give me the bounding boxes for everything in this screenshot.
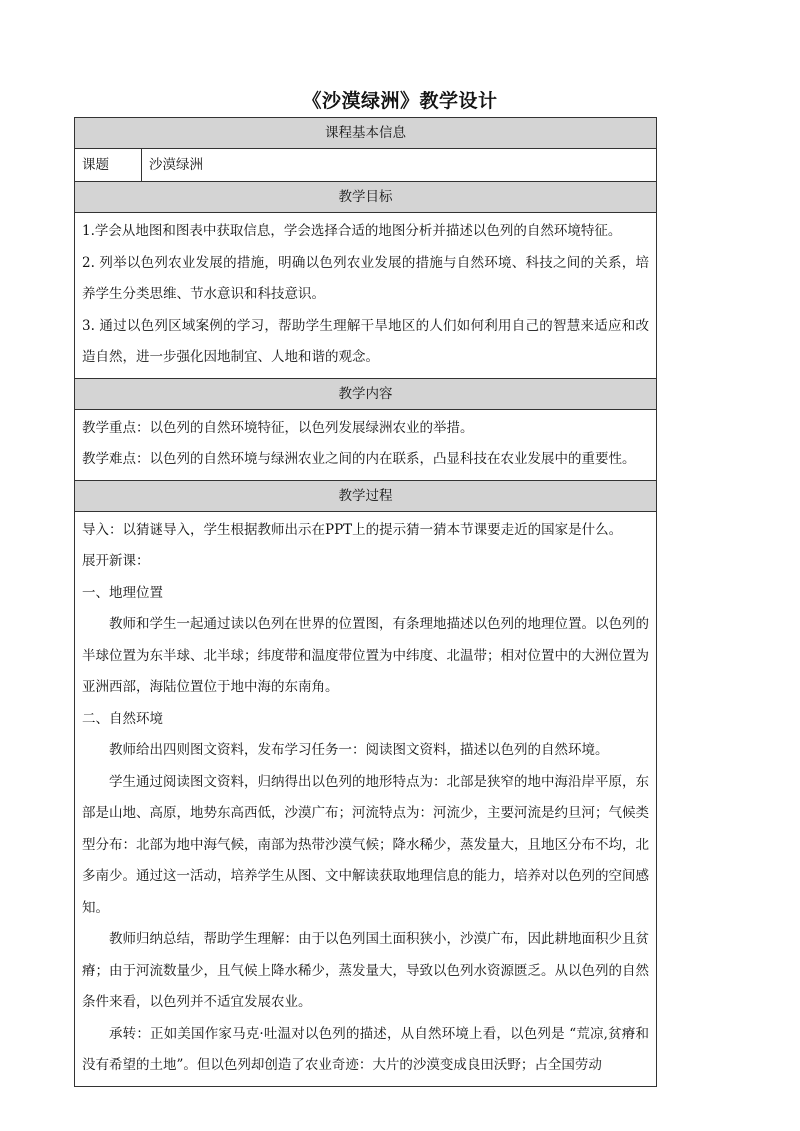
difficulty-text: 教学难点：以色列的自然环境与绿洲农业之间的内在联系，凸显科技在农业发展中的重要性。	[82, 451, 636, 467]
topic-value: 沙漠绿洲	[142, 149, 657, 182]
section-title: 二、自然环境	[82, 710, 163, 727]
objective-item: 3. 通过以色列区域案例的学习，帮助学生理解干旱地区的人们如何利用自己的智慧来适应和改造自然，进一步强化因地制宜、人地和谐的观念。	[82, 317, 649, 365]
paragraph: 承转：正如美国作家马克·吐温对以色列的描述，从自然环境上看，以色列是 “荒凉,贫瘠和没有希望的土地”。但以色列却创造了农业奇迹：大片的沙漠变成良田沃野；占全国劳动	[82, 1025, 649, 1073]
paragraph: 教师和学生一起通过读以色列在世界的位置图，有条理地描述以色列的地理位置。以色列的半球位置为东半球、北半球；纬度带和温度带位置为中纬度、北温带；相对位置中的大洲位置为亚洲西部，海陆位置位于地中海的东南角。	[82, 616, 649, 695]
objectives-header: 教学目标	[75, 182, 657, 213]
basic-info-header-row	[75, 118, 657, 149]
process-header-row	[75, 480, 657, 511]
intro-text: 导入：以猜谜导入，学生根据教师出示在PPT上的提示猜一猜本节课要走近的国家是什么。	[82, 521, 623, 538]
content-header-row	[75, 378, 657, 409]
section-title: 一、地理位置	[82, 584, 163, 601]
new-lesson-text: 展开新课：	[82, 553, 150, 569]
process-row	[75, 511, 657, 1086]
content-header: 教学内容	[75, 378, 657, 409]
lesson-plan-table	[74, 117, 657, 1087]
objective-item: 2. 列举以色列农业发展的措施，明确以色列农业发展的措施与自然环境、科技之间的关系，培养学生分类思维、节水意识和科技意识。	[82, 254, 649, 302]
objective-item: 1.学会从地图和图表中获取信息，学会选择合适的地图分析并描述以色列的自然环境特征。	[82, 223, 622, 239]
topic-row	[75, 149, 657, 182]
document-title: 《沙漠绿洲》教学设计	[302, 90, 498, 112]
paragraph: 教师归纳总结，帮助学生理解：由于以色列国土面积狭小，沙漠广布，因此耕地面积少且贫瘠；由于河流数量少，且气候上降水稀少，蒸发量大，导致以色列水资源匮乏。从以色列的自然条件来看，以色列并不适宜发展农业。	[82, 931, 649, 1010]
process-cell	[75, 511, 657, 1086]
key-point-text: 教学重点：以色列的自然环境特征，以色列发展绿洲农业的举措。	[82, 419, 474, 436]
objectives-header-row	[75, 182, 657, 213]
paragraph: 学生通过阅读图文资料，归纳得出以色列的地形特点为：北部是狭窄的地中海沿岸平原，东部是山地、高原，地势东高西低，沙漠广布；河流特点为：河流少，主要河流是约旦河；气候类型分布：北部为地中海气候，南部为热带沙漠气候；降水稀少，蒸发量大，且地区分布不均，北多南少。通过这一活动，培养学生从图、文中解读获取地理信息的能力，培养对以色列的空间感知。	[82, 773, 649, 916]
objectives-row	[75, 213, 657, 379]
objectives-cell	[75, 213, 657, 379]
content-cell	[75, 409, 657, 480]
topic-label: 课题	[75, 149, 142, 182]
process-header: 教学过程	[75, 480, 657, 511]
content-row	[75, 409, 657, 480]
paragraph: 教师给出四则图文资料，发布学习任务一：阅读图文资料，描述以色列的自然环境。	[109, 742, 609, 758]
basic-info-header: 课程基本信息	[75, 118, 657, 149]
